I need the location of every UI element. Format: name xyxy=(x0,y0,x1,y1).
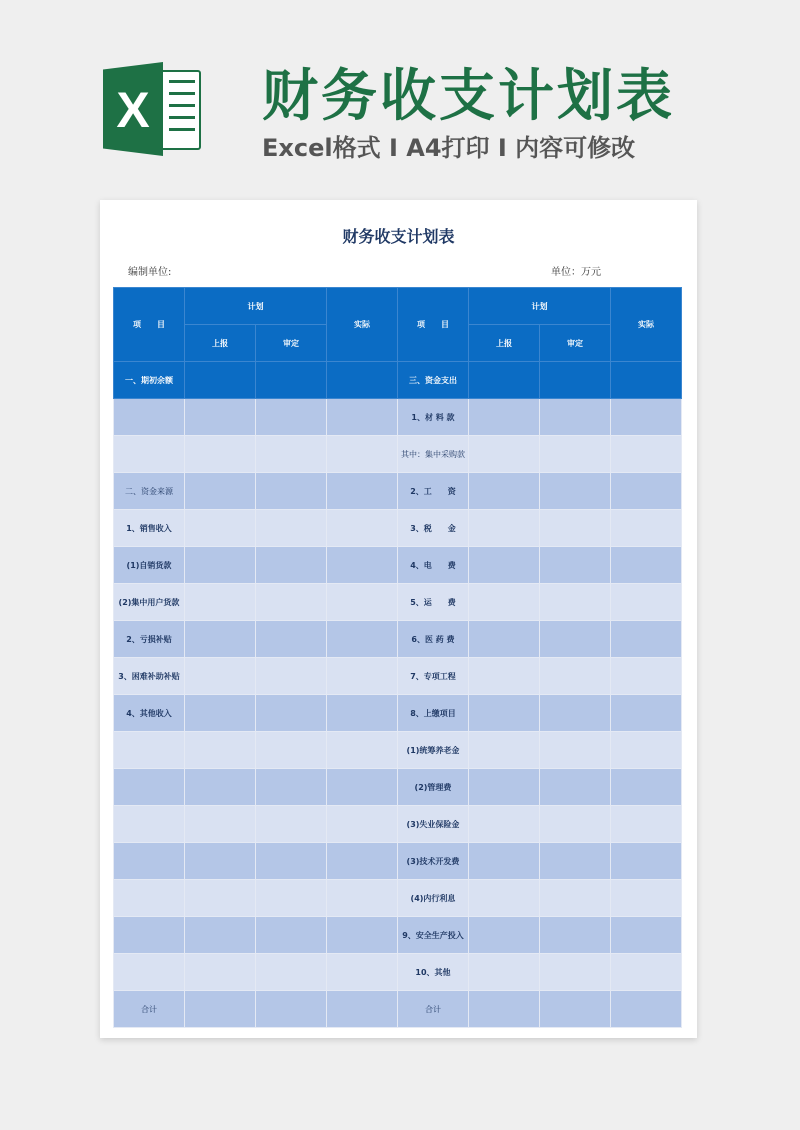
value-cell[interactable] xyxy=(256,806,327,843)
value-cell[interactable] xyxy=(540,917,611,954)
value-cell[interactable] xyxy=(611,991,682,1028)
value-cell[interactable] xyxy=(256,584,327,621)
value-cell[interactable] xyxy=(469,510,540,547)
value-cell[interactable] xyxy=(327,991,398,1028)
value-cell[interactable] xyxy=(611,621,682,658)
value-cell[interactable] xyxy=(185,991,256,1028)
value-cell[interactable] xyxy=(611,732,682,769)
value-cell[interactable] xyxy=(256,436,327,473)
value-cell[interactable] xyxy=(256,510,327,547)
left-item-cell xyxy=(114,769,185,806)
left-item-cell xyxy=(114,732,185,769)
value-cell[interactable] xyxy=(540,362,611,399)
left-item-cell: (2)集中用户货款 xyxy=(114,584,185,621)
left-item-cell: 一、期初余额 xyxy=(114,362,185,399)
left-item-cell xyxy=(114,399,185,436)
value-cell[interactable] xyxy=(540,621,611,658)
value-cell[interactable] xyxy=(185,510,256,547)
right-item-cell: (3)失业保险金 xyxy=(398,806,469,843)
logo-grid-line xyxy=(169,116,195,119)
right-item-cell: 合计 xyxy=(398,991,469,1028)
value-cell[interactable] xyxy=(256,695,327,732)
right-item-cell: 8、上缴项目 xyxy=(398,695,469,732)
value-cell[interactable] xyxy=(185,658,256,695)
table-row xyxy=(114,769,682,806)
value-cell[interactable] xyxy=(256,769,327,806)
value-cell[interactable] xyxy=(185,695,256,732)
left-item-cell: 4、其他收入 xyxy=(114,695,185,732)
table-row xyxy=(114,473,682,510)
value-cell[interactable] xyxy=(611,658,682,695)
header-plan-right: 计划 xyxy=(469,288,611,325)
value-cell[interactable] xyxy=(611,510,682,547)
value-cell[interactable] xyxy=(611,547,682,584)
value-cell[interactable] xyxy=(185,436,256,473)
value-cell[interactable] xyxy=(327,769,398,806)
value-cell[interactable] xyxy=(469,769,540,806)
value-cell[interactable] xyxy=(256,658,327,695)
left-item-cell xyxy=(114,917,185,954)
value-cell[interactable] xyxy=(469,917,540,954)
value-cell[interactable] xyxy=(256,880,327,917)
table-row xyxy=(114,658,682,695)
value-cell[interactable] xyxy=(469,658,540,695)
value-cell[interactable] xyxy=(256,991,327,1028)
value-cell[interactable] xyxy=(256,362,327,399)
table-row xyxy=(114,436,682,473)
value-cell[interactable] xyxy=(540,473,611,510)
sheet-title: 财务收支计划表 xyxy=(342,227,455,246)
value-cell[interactable] xyxy=(611,695,682,732)
table-row xyxy=(114,954,682,991)
value-cell[interactable] xyxy=(540,584,611,621)
logo-grid-line xyxy=(169,104,195,107)
value-cell[interactable] xyxy=(256,399,327,436)
table-row xyxy=(114,399,682,436)
logo-grid-line xyxy=(169,80,195,83)
left-item-cell: 二、资金来源 xyxy=(114,473,185,510)
header-actual-right: 实际 xyxy=(611,288,682,362)
value-cell[interactable] xyxy=(256,954,327,991)
logo-grid-line xyxy=(169,92,195,95)
value-cell[interactable] xyxy=(540,806,611,843)
table-row xyxy=(114,584,682,621)
table-row xyxy=(114,695,682,732)
header-report-right: 上报 xyxy=(469,325,540,362)
header-approve-left: 审定 xyxy=(256,325,327,362)
value-cell[interactable] xyxy=(185,399,256,436)
value-cell[interactable] xyxy=(185,806,256,843)
right-item-cell: (1)统筹养老金 xyxy=(398,732,469,769)
value-cell[interactable] xyxy=(611,769,682,806)
value-cell[interactable] xyxy=(185,362,256,399)
value-cell[interactable] xyxy=(327,658,398,695)
value-cell[interactable] xyxy=(540,658,611,695)
value-cell[interactable] xyxy=(540,843,611,880)
value-cell[interactable] xyxy=(540,399,611,436)
value-cell[interactable] xyxy=(611,880,682,917)
finance-plan-table xyxy=(113,287,682,1028)
right-item-cell: 9、安全生产投入 xyxy=(398,917,469,954)
right-item-cell: 3、税 金 xyxy=(398,510,469,547)
value-cell[interactable] xyxy=(185,954,256,991)
value-cell[interactable] xyxy=(256,917,327,954)
value-cell[interactable] xyxy=(327,510,398,547)
header-item-right: 项 目 xyxy=(398,288,469,362)
value-cell[interactable] xyxy=(540,954,611,991)
value-cell[interactable] xyxy=(469,880,540,917)
right-item-cell: 2、工 资 xyxy=(398,473,469,510)
value-cell[interactable] xyxy=(327,473,398,510)
left-item-cell xyxy=(114,880,185,917)
value-cell[interactable] xyxy=(469,473,540,510)
value-cell[interactable] xyxy=(540,991,611,1028)
value-cell[interactable] xyxy=(327,806,398,843)
spreadsheet-page xyxy=(100,200,697,1038)
value-cell[interactable] xyxy=(185,880,256,917)
value-cell[interactable] xyxy=(469,399,540,436)
value-cell[interactable] xyxy=(256,621,327,658)
left-item-cell: 2、亏损补贴 xyxy=(114,621,185,658)
logo-letter: X xyxy=(116,82,150,138)
left-item-cell: 1、销售收入 xyxy=(114,510,185,547)
value-cell[interactable] xyxy=(327,917,398,954)
value-cell[interactable] xyxy=(540,436,611,473)
value-cell[interactable] xyxy=(327,695,398,732)
right-item-cell: 1、材 料 款 xyxy=(398,399,469,436)
left-item-cell xyxy=(114,436,185,473)
value-cell[interactable] xyxy=(327,880,398,917)
header-plan-left: 计划 xyxy=(185,288,327,325)
right-item-cell: 6、医 药 费 xyxy=(398,621,469,658)
value-cell[interactable] xyxy=(540,880,611,917)
value-cell[interactable] xyxy=(611,954,682,991)
value-cell[interactable] xyxy=(469,954,540,991)
header-actual-left: 实际 xyxy=(327,288,398,362)
table-row xyxy=(114,880,682,917)
value-cell[interactable] xyxy=(327,732,398,769)
left-item-cell: (1)自销货款 xyxy=(114,547,185,584)
value-cell[interactable] xyxy=(469,584,540,621)
left-item-cell xyxy=(114,843,185,880)
table-row xyxy=(114,547,682,584)
value-cell[interactable] xyxy=(185,732,256,769)
value-cell[interactable] xyxy=(185,473,256,510)
table-row xyxy=(114,362,682,399)
table-row xyxy=(114,991,682,1028)
value-cell[interactable] xyxy=(469,991,540,1028)
table-row xyxy=(114,621,682,658)
left-item-cell: 合计 xyxy=(114,991,185,1028)
table-row xyxy=(114,917,682,954)
value-cell[interactable] xyxy=(256,732,327,769)
right-item-cell: 7、专项工程 xyxy=(398,658,469,695)
left-item-cell xyxy=(114,806,185,843)
header-item-left: 项 目 xyxy=(114,288,185,362)
value-cell[interactable] xyxy=(611,584,682,621)
value-cell[interactable] xyxy=(185,843,256,880)
value-cell[interactable] xyxy=(185,584,256,621)
value-cell[interactable] xyxy=(469,621,540,658)
header-report-left: 上报 xyxy=(185,325,256,362)
value-cell[interactable] xyxy=(469,843,540,880)
table-row xyxy=(114,806,682,843)
value-cell[interactable] xyxy=(327,621,398,658)
value-cell[interactable] xyxy=(256,473,327,510)
right-item-cell: 4、电 费 xyxy=(398,547,469,584)
value-cell[interactable] xyxy=(469,806,540,843)
value-cell[interactable] xyxy=(611,436,682,473)
table-row xyxy=(114,510,682,547)
header-approve-right: 审定 xyxy=(540,325,611,362)
value-cell[interactable] xyxy=(327,399,398,436)
right-item-cell: (2)管理费 xyxy=(398,769,469,806)
value-cell[interactable] xyxy=(469,547,540,584)
table-row xyxy=(114,843,682,880)
banner-title: 财务收支计划表 xyxy=(262,64,675,129)
org-label: 编制单位: xyxy=(128,267,172,278)
value-cell[interactable] xyxy=(611,399,682,436)
value-cell[interactable] xyxy=(469,362,540,399)
right-item-cell: (3)技术开发费 xyxy=(398,843,469,880)
value-cell[interactable] xyxy=(540,510,611,547)
right-item-cell: 其中：集中采购款 xyxy=(398,436,469,473)
value-cell[interactable] xyxy=(185,547,256,584)
right-item-cell: 10、其他 xyxy=(398,954,469,991)
table-row xyxy=(114,732,682,769)
value-cell[interactable] xyxy=(540,695,611,732)
value-cell[interactable] xyxy=(327,584,398,621)
value-cell[interactable] xyxy=(540,769,611,806)
value-cell[interactable] xyxy=(540,547,611,584)
value-cell[interactable] xyxy=(185,917,256,954)
banner-subtitle: Excel格式 I A4打印 I 内容可修改 xyxy=(262,134,636,162)
value-cell[interactable] xyxy=(611,917,682,954)
value-cell[interactable] xyxy=(327,362,398,399)
right-item-cell: 5、运 费 xyxy=(398,584,469,621)
unit-label: 单位：万元 xyxy=(551,267,601,278)
value-cell[interactable] xyxy=(611,843,682,880)
value-cell[interactable] xyxy=(469,695,540,732)
right-item-cell: 三、资金支出 xyxy=(398,362,469,399)
value-cell[interactable] xyxy=(611,362,682,399)
excel-logo-icon xyxy=(103,62,203,156)
left-item-cell xyxy=(114,954,185,991)
value-cell[interactable] xyxy=(469,732,540,769)
value-cell[interactable] xyxy=(611,806,682,843)
value-cell[interactable] xyxy=(327,954,398,991)
value-cell[interactable] xyxy=(185,769,256,806)
value-cell[interactable] xyxy=(469,436,540,473)
value-cell[interactable] xyxy=(256,547,327,584)
left-item-cell: 3、困难补助补贴 xyxy=(114,658,185,695)
value-cell[interactable] xyxy=(327,547,398,584)
value-cell[interactable] xyxy=(540,732,611,769)
value-cell[interactable] xyxy=(611,473,682,510)
value-cell[interactable] xyxy=(327,843,398,880)
value-cell[interactable] xyxy=(185,621,256,658)
value-cell[interactable] xyxy=(256,843,327,880)
value-cell[interactable] xyxy=(327,436,398,473)
right-item-cell: (4)内行利息 xyxy=(398,880,469,917)
logo-grid-line xyxy=(169,128,195,131)
